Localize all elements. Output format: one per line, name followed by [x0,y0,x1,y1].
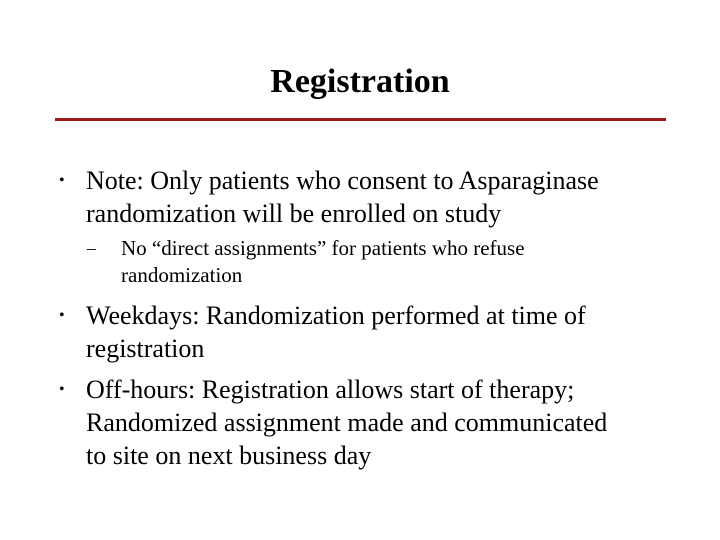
bullet-text-line: Weekdays: Randomization performed at time of [86,301,586,330]
bullet-text-line: to site on next business day [86,441,372,470]
bullet-marker: • [59,307,65,324]
sub-bullet-item [87,235,661,289]
bullet-marker: • [59,381,65,398]
bullet-text-line: Off-hours: Registration allows start of therapy; [86,375,575,404]
bullet-text-line: Randomized assignment made and communicated [86,408,608,437]
bullet-text-line: randomization will be enrolled on study [86,199,502,228]
sub-bullet-text-line: randomization [121,263,243,287]
slide-title: Registration [270,63,450,100]
sub-bullet-marker: – [87,238,96,258]
sub-bullet-text-line: No “direct assignments” for patients who refuse [121,236,525,260]
title-divider [55,118,666,121]
bullet-text-line: Note: Only patients who consent to Asparaginase [86,166,599,195]
bullet-item [59,299,676,365]
bullet-item [59,373,676,472]
bullet-item [59,164,676,230]
bullet-text-line: registration [86,334,205,363]
bullet-marker: • [59,172,65,189]
